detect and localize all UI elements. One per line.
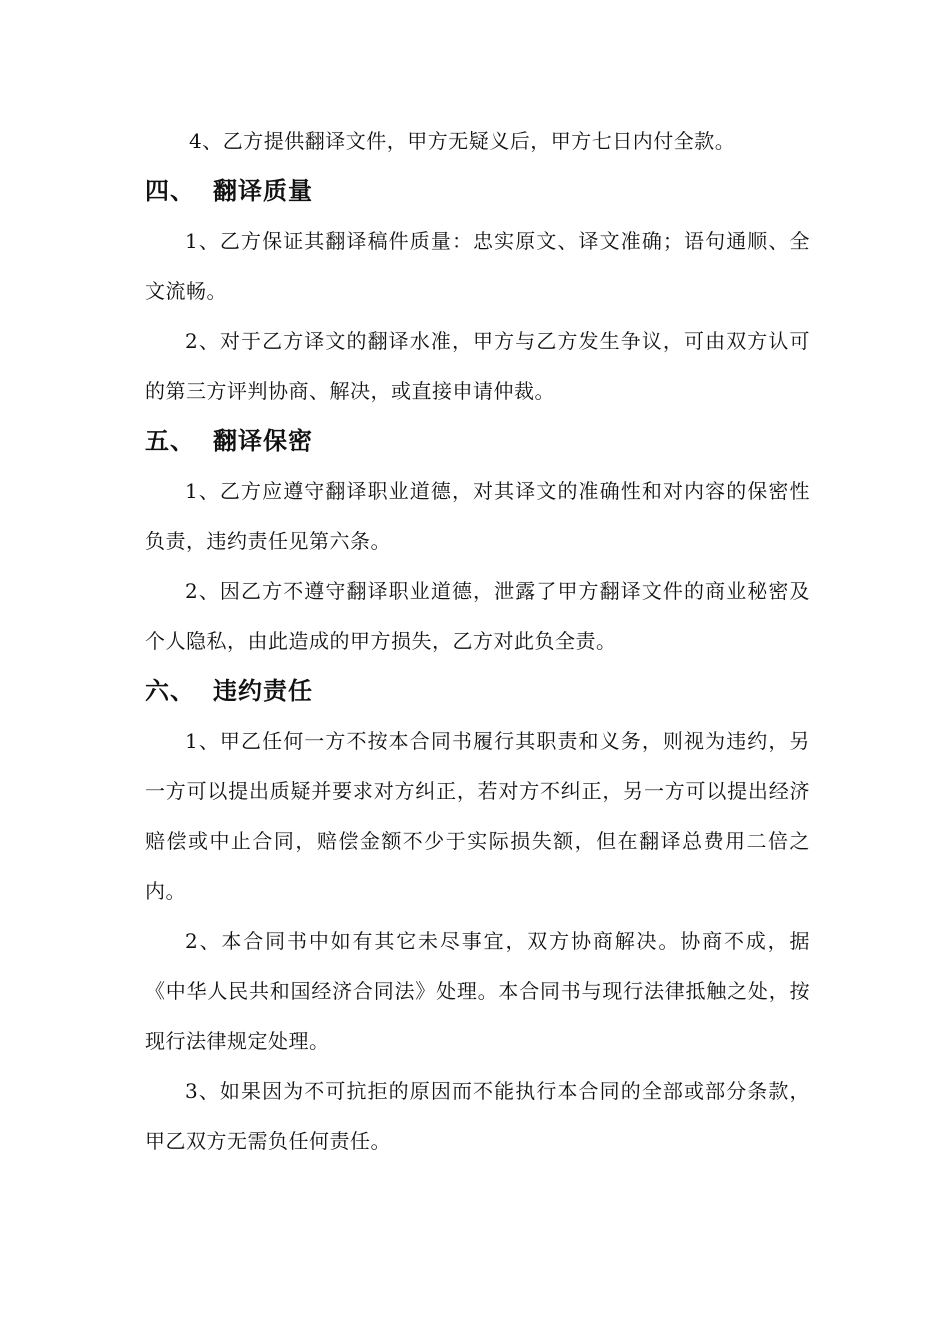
- section-number: 四、: [145, 176, 195, 205]
- paragraph: 1、甲乙任何一方不按本合同书履行其职责和义务，则视为违约，另一方可以提出质疑并要求对方纠正，若对方不纠正，另一方可以提出经济赔偿或中止合同，赔偿金额不少于实际损失额，但在翻译总费用二倍之内。: [145, 729, 810, 903]
- paragraph: 2、本合同书中如有其它未尽事宜，双方协商解决。协商不成，据《中华人民共和国经济合同法》处理。本合同书与现行法律抵触之处，按现行法律规定处理。: [145, 929, 810, 1053]
- section-number: 六、: [145, 676, 195, 705]
- section-number: 五、: [145, 426, 195, 455]
- section-title: 违约责任: [213, 676, 313, 705]
- paragraph: 3、如果因为不可抗拒的原因而不能执行本合同的全部或部分条款，甲乙双方无需负任何责任。: [145, 1079, 810, 1153]
- section-heading: [145, 166, 810, 216]
- paragraph: 1、乙方应遵守翻译职业道德，对其译文的准确性和对内容的保密性负责，违约责任见第六条。: [145, 479, 810, 553]
- intro-paragraph: 4、乙方提供翻译文件，甲方无疑义后，甲方七日内付全款。: [189, 129, 736, 153]
- paragraph: 1、乙方保证其翻译稿件质量：忠实原文、译文准确；语句通顺、全文流畅。: [145, 229, 810, 303]
- section-title: 翻译质量: [213, 176, 313, 205]
- paragraph: 2、因乙方不遵守翻译职业道德，泄露了甲方翻译文件的商业秘密及个人隐私，由此造成的甲方损失，乙方对此负全责。: [145, 579, 810, 653]
- section-title: 翻译保密: [213, 426, 313, 455]
- paragraph: 2、对于乙方译文的翻译水准，甲方与乙方发生争议，可由双方认可的第三方评判协商、解决，或直接申请仲裁。: [145, 329, 810, 403]
- document-body: [145, 116, 810, 1166]
- section-translation-confidentiality: [145, 416, 810, 666]
- section-heading: [145, 666, 810, 716]
- section-translation-quality: [145, 166, 810, 416]
- section-heading: [145, 416, 810, 466]
- section-breach-liability: [145, 666, 810, 1166]
